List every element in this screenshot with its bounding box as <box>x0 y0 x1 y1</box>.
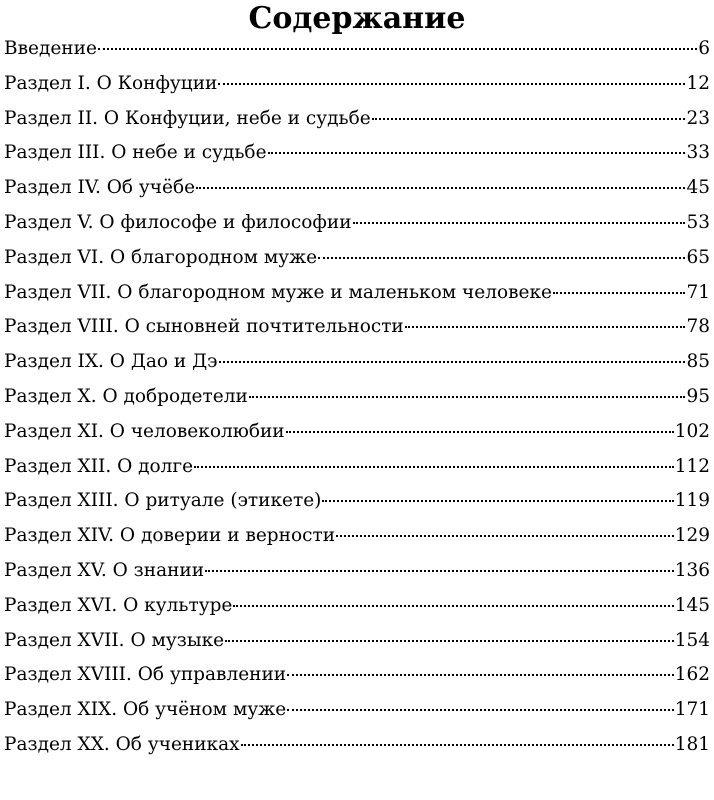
toc-entry-label: Раздел XX. Об учениках <box>4 733 240 755</box>
toc-entry <box>4 247 710 282</box>
dot-leader <box>353 222 686 224</box>
toc-entry <box>4 142 710 177</box>
dot-leader <box>218 83 685 85</box>
toc-entry-page-number: 45 <box>686 177 710 199</box>
toc-entry-page-number: 119 <box>674 490 710 512</box>
toc-entry <box>4 73 710 108</box>
toc-entry-label: Раздел VI. О благородном муже <box>4 246 318 268</box>
toc-entry <box>4 456 710 491</box>
toc-entry <box>4 525 710 560</box>
toc-entry-page-number: 145 <box>674 594 710 616</box>
toc-entry-page-number: 23 <box>686 107 710 129</box>
dot-leader <box>405 326 686 328</box>
dot-leader <box>219 361 686 363</box>
toc-entry <box>4 351 710 386</box>
toc-entry-page-number: 162 <box>674 664 710 686</box>
toc-entry-page-number: 129 <box>674 525 710 547</box>
toc-entry-page-number: 112 <box>674 455 710 477</box>
toc-entry-page-number: 65 <box>686 246 710 268</box>
toc-entry-label: Раздел II. О Конфуции, небе и судьбе <box>4 107 371 129</box>
toc-entry-page-number: 95 <box>686 385 710 407</box>
toc-entry-page-number: 71 <box>686 281 710 303</box>
toc-entry-page-number: 102 <box>674 420 710 442</box>
toc-entry <box>4 490 710 525</box>
dot-leader <box>196 187 685 189</box>
dot-leader <box>286 431 674 433</box>
toc-entry-label: Раздел XII. О долге <box>4 455 194 477</box>
toc-entry <box>4 386 710 421</box>
dot-leader <box>268 152 686 154</box>
toc-entry <box>4 38 710 73</box>
toc-entry <box>4 421 710 456</box>
toc-entry-label: Раздел I. О Конфуции <box>4 72 218 94</box>
toc-entry-label: Раздел IV. Об учёбе <box>4 177 196 199</box>
toc-entry-page-number: 33 <box>686 142 710 164</box>
toc-entry-label: Раздел V. О философе и философии <box>4 211 352 233</box>
dot-leader <box>241 744 674 746</box>
toc-entry-label: Введение <box>4 38 97 59</box>
toc-entry-label: Раздел XV. О знании <box>4 559 205 581</box>
toc-entry-label: Раздел XIV. О доверии и верности <box>4 525 336 547</box>
toc-entry-label: Раздел XVIII. Об управлении <box>4 664 287 686</box>
dot-leader <box>553 292 685 294</box>
toc-entry-page-number: 136 <box>674 559 710 581</box>
dot-leader <box>287 709 674 711</box>
toc-entry-page-number: 53 <box>686 211 710 233</box>
toc-entry <box>4 108 710 143</box>
dot-leader <box>98 48 697 50</box>
toc-entry <box>4 630 710 665</box>
dot-leader <box>249 396 686 398</box>
toc-entry <box>4 282 710 317</box>
dot-leader <box>233 605 673 607</box>
toc-entry-page-number: 171 <box>674 699 710 721</box>
toc-entry-label: Раздел XI. О человеколюбии <box>4 420 285 442</box>
dot-leader <box>194 466 674 468</box>
toc-entry-page-number: 154 <box>674 629 710 651</box>
toc-entry-label: Раздел XIX. Об учёном муже <box>4 699 287 721</box>
toc-entry-label: Раздел XVII. О музыке <box>4 629 225 651</box>
dot-leader <box>372 118 686 120</box>
toc-entry <box>4 316 710 351</box>
toc-entry-page-number: 6 <box>698 38 710 59</box>
toc-entry-page-number: 181 <box>674 733 710 755</box>
dot-leader <box>318 257 685 259</box>
toc-entry-page-number: 85 <box>686 351 710 373</box>
toc-entry-page-number: 12 <box>686 72 710 94</box>
toc-entry-label: Раздел XIII. О ритуале (этикете) <box>4 490 322 512</box>
toc-entry <box>4 560 710 595</box>
toc-entry <box>4 595 710 630</box>
dot-leader <box>287 674 674 676</box>
toc-entry-label: Раздел IX. О Дао и Дэ <box>4 351 218 373</box>
page-title: Содержание <box>248 1 466 36</box>
toc-entry <box>4 664 710 699</box>
toc-entry <box>4 177 710 212</box>
dot-leader <box>336 535 674 537</box>
toc-entry-label: Раздел VII. О благородном муже и маленьком человеке <box>4 281 552 303</box>
toc-entry-label: Раздел XVI. О культуре <box>4 594 233 616</box>
toc-entry-label: Раздел VIII. О сыновней почтительности <box>4 316 404 338</box>
toc-entry-page-number: 78 <box>686 316 710 338</box>
toc-entry-label: Раздел III. О небе и судьбе <box>4 142 267 164</box>
table-of-contents <box>0 38 714 769</box>
dot-leader <box>322 500 673 502</box>
toc-entry <box>4 734 710 769</box>
toc-entry <box>4 699 710 734</box>
dot-leader <box>225 640 674 642</box>
toc-entry <box>4 212 710 247</box>
toc-entry-label: Раздел X. О добродетели <box>4 385 248 407</box>
dot-leader <box>205 570 674 572</box>
